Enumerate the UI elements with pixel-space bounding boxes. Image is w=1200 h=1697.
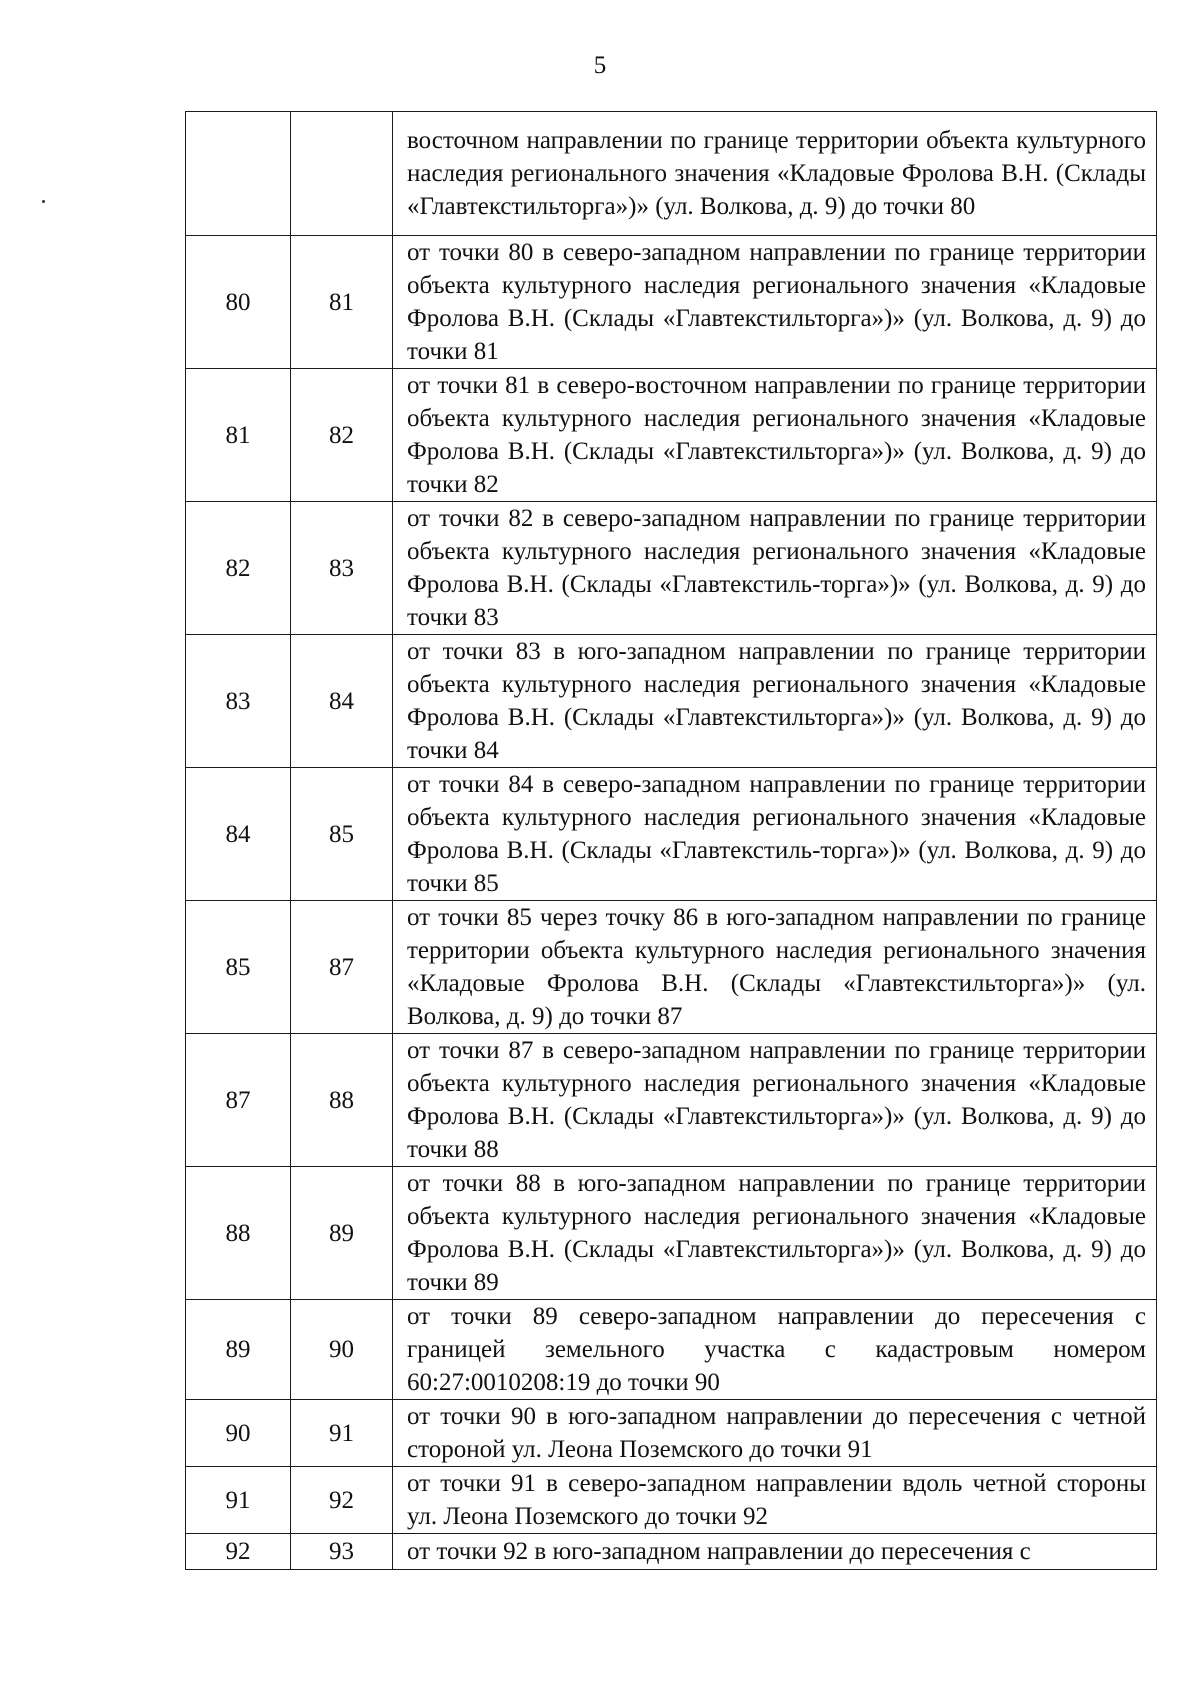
point-to-cell: 82 (291, 369, 393, 502)
description-cell: от точки 80 в северо-западном направлении по границе территории объекта культурного наследия регионального значения «Кладовые Фролова В.Н. (Склады «Главтекстильторга»)» (ул. Волкова, д. 9) до точки 81 (393, 236, 1157, 369)
boundary-table (185, 111, 1157, 1570)
point-from-cell: 90 (186, 1400, 291, 1467)
point-to-cell (291, 112, 393, 236)
point-from-cell: 92 (186, 1534, 291, 1570)
table-row (186, 1034, 1157, 1167)
point-to-cell: 85 (291, 768, 393, 901)
point-from-cell: 89 (186, 1300, 291, 1400)
point-from-cell: 85 (186, 901, 291, 1034)
point-to-cell: 89 (291, 1167, 393, 1300)
table-row (186, 1300, 1157, 1400)
description-cell: от точки 82 в северо-западном направлении по границе территории объекта культурного наследия регионального значения «Кладовые Фролова В.Н. (Склады «Главтекстиль-торга»)» (ул. Волкова, д. 9) до точки 83 (393, 502, 1157, 635)
point-from-cell: 87 (186, 1034, 291, 1167)
table-row (186, 1534, 1157, 1570)
description-cell: от точки 87 в северо-западном направлении по границе территории объекта культурного наследия регионального значения «Кладовые Фролова В.Н. (Склады «Главтекстильторга»)» (ул. Волкова, д. 9) до точки 88 (393, 1034, 1157, 1167)
table-row (186, 1167, 1157, 1300)
point-from-cell (186, 112, 291, 236)
point-from-cell: 82 (186, 502, 291, 635)
point-to-cell: 84 (291, 635, 393, 768)
point-to-cell: 88 (291, 1034, 393, 1167)
description-cell: от точки 83 в юго-западном направлении по границе территории объекта культурного наследия регионального значения «Кладовые Фролова В.Н. (Склады «Главтекстильторга»)» (ул. Волкова, д. 9) до точки 84 (393, 635, 1157, 768)
scan-speck (42, 200, 45, 203)
description-cell: от точки 90 в юго-западном направлении до пересечения с четной стороной ул. Леона Поземского до точки 91 (393, 1400, 1157, 1467)
point-to-cell: 83 (291, 502, 393, 635)
table-row (186, 502, 1157, 635)
point-to-cell: 81 (291, 236, 393, 369)
table-row (186, 1400, 1157, 1467)
table-row (186, 1467, 1157, 1534)
table-row (186, 112, 1157, 236)
description-cell: от точки 85 через точку 86 в юго-западном направлении по границе территории объекта культурного наследия регионального значения «Кладовые Фролова В.Н. (Склады «Главтекстильторга»)» (ул. Волкова, д. 9) до точки 87 (393, 901, 1157, 1034)
point-to-cell: 93 (291, 1534, 393, 1570)
point-from-cell: 81 (186, 369, 291, 502)
point-from-cell: 88 (186, 1167, 291, 1300)
description-cell: от точки 88 в юго-западном направлении по границе территории объекта культурного наследия регионального значения «Кладовые Фролова В.Н. (Склады «Главтекстильторга»)» (ул. Волкова, д. 9) до точки 89 (393, 1167, 1157, 1300)
point-from-cell: 80 (186, 236, 291, 369)
point-from-cell: 83 (186, 635, 291, 768)
description-cell: от точки 81 в северо-восточном направлении по границе территории объекта культурного наследия регионального значения «Кладовые Фролова В.Н. (Склады «Главтекстильторга»)» (ул. Волкова, д. 9) до точки 82 (393, 369, 1157, 502)
point-to-cell: 87 (291, 901, 393, 1034)
page-number: 5 (593, 52, 607, 79)
description-cell: от точки 91 в северо-западном направлении вдоль четной стороны ул. Леона Поземского до точки 92 (393, 1467, 1157, 1534)
point-from-cell: 91 (186, 1467, 291, 1534)
table-row (186, 369, 1157, 502)
description-cell: от точки 89 северо-западном направлении до пересечения с границей земельного участка с кадастровым номером 60:27:0010208:19 до точки 90 (393, 1300, 1157, 1400)
description-cell: восточном направлении по границе территории объекта культурного наследия регионального значения «Кладовые Фролова В.Н. (Склады «Главтекстильторга»)» (ул. Волкова, д. 9) до точки 80 (393, 112, 1157, 236)
table-row (186, 635, 1157, 768)
table-row (186, 901, 1157, 1034)
table-row (186, 236, 1157, 369)
table-row (186, 768, 1157, 901)
point-to-cell: 90 (291, 1300, 393, 1400)
point-to-cell: 91 (291, 1400, 393, 1467)
description-cell: от точки 92 в юго-западном направлении до пересечения с (393, 1534, 1157, 1570)
point-from-cell: 84 (186, 768, 291, 901)
description-cell: от точки 84 в северо-западном направлении по границе территории объекта культурного наследия регионального значения «Кладовые Фролова В.Н. (Склады «Главтекстиль-торга»)» (ул. Волкова, д. 9) до точки 85 (393, 768, 1157, 901)
point-to-cell: 92 (291, 1467, 393, 1534)
